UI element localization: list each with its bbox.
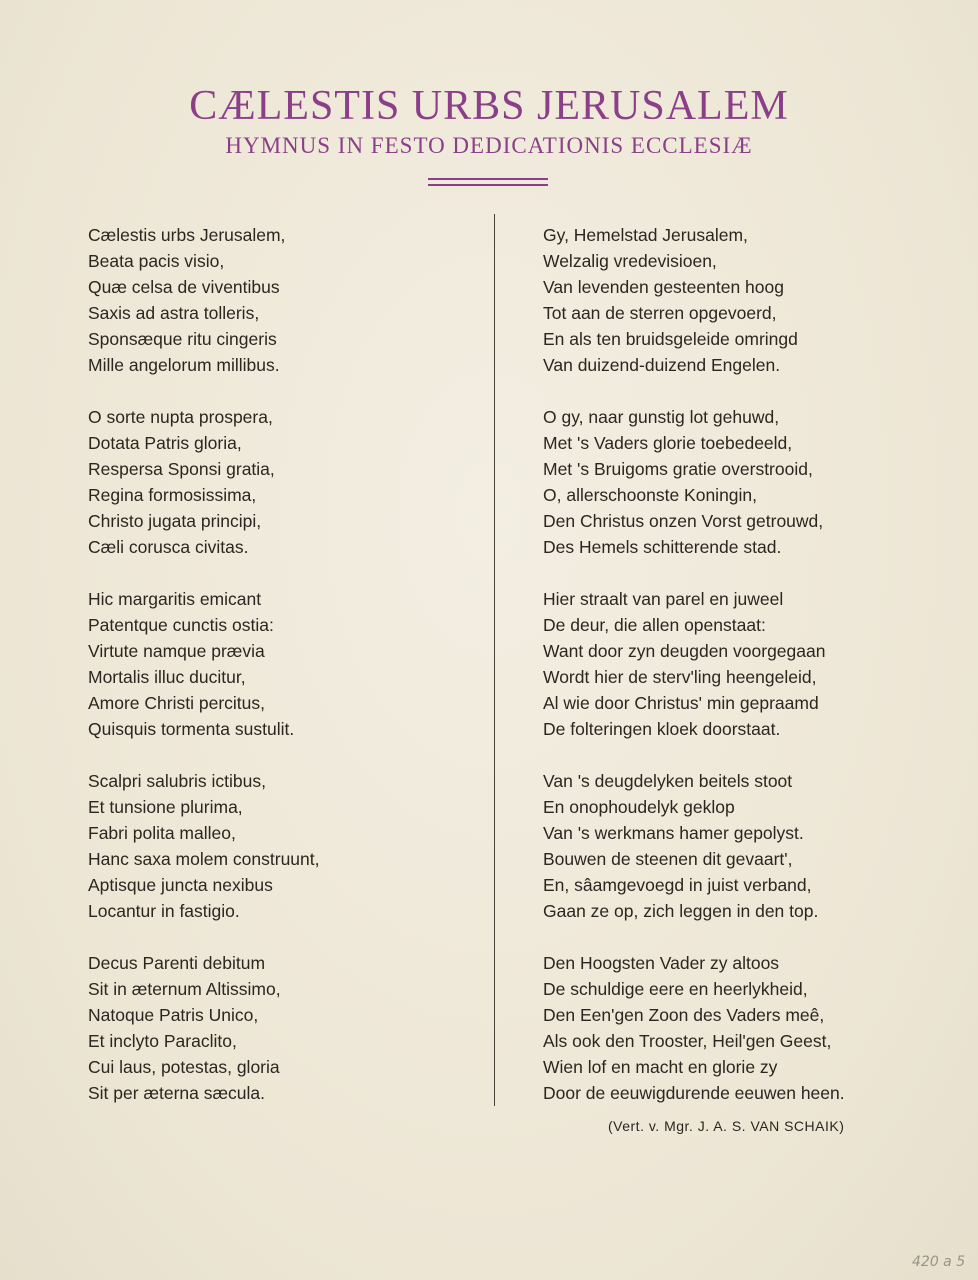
latin-verse-line: Natoque Patris Unico, bbox=[88, 1005, 259, 1025]
latin-column bbox=[88, 222, 478, 1132]
dutch-verse-line: Den Christus onzen Vorst getrouwd, bbox=[543, 511, 824, 531]
latin-stanza bbox=[88, 950, 478, 1106]
latin-verse-line: Respersa Sponsi gratia, bbox=[88, 459, 275, 479]
dutch-verse-line: Wien lof en macht en glorie zy bbox=[543, 1057, 778, 1077]
dutch-verse-line: Welzalig vredevisioen, bbox=[543, 251, 717, 271]
latin-verse-line: Hanc saxa molem construunt, bbox=[88, 849, 320, 869]
dutch-verse-line: Al wie door Christus' min gepraamd bbox=[543, 693, 819, 713]
dutch-verse-line: Als ook den Trooster, Heil'gen Geest, bbox=[543, 1031, 832, 1051]
dutch-verse-line: Want door zyn deugden voorgegaan bbox=[543, 641, 826, 661]
dutch-verse-line: Tot aan de sterren opgevoerd, bbox=[543, 303, 777, 323]
latin-verse-line: Cæli corusca civitas. bbox=[88, 537, 249, 557]
dutch-verse-line: Des Hemels schitterende stad. bbox=[543, 537, 782, 557]
dutch-verse-line: Van levenden gesteenten hoog bbox=[543, 277, 784, 297]
dutch-stanza bbox=[543, 768, 923, 924]
dutch-verse-line: Met 's Vaders glorie toebedeeld, bbox=[543, 433, 793, 453]
latin-verse-line: Et inclyto Paraclito, bbox=[88, 1031, 237, 1051]
latin-verse-line: Fabri polita malleo, bbox=[88, 823, 236, 843]
latin-verse-line: Quisquis tormenta sustulit. bbox=[88, 719, 295, 739]
latin-verse-line: Cælestis urbs Jerusalem, bbox=[88, 225, 286, 245]
dutch-verse-line: En als ten bruidsgeleide omringd bbox=[543, 329, 798, 349]
latin-verse-line: O sorte nupta prospera, bbox=[88, 407, 273, 427]
latin-verse-line: Sit per æterna sæcula. bbox=[88, 1083, 266, 1103]
latin-verse-line: Aptisque juncta nexibus bbox=[88, 875, 273, 895]
translation-credit: (Vert. v. Mgr. J. A. S. VAN SCHAIK) bbox=[608, 1118, 845, 1134]
page-subtitle: HYMNUS IN FESTO DEDICATIONIS ECCLESIÆ bbox=[225, 133, 753, 158]
page-title: CÆLESTIS URBS JERUSALEM bbox=[189, 83, 789, 129]
dutch-verse-line: De deur, die allen openstaat: bbox=[543, 615, 766, 635]
dutch-verse-line: En onophoudelyk geklop bbox=[543, 797, 735, 817]
latin-verse-line: Virtute namque prævia bbox=[88, 641, 265, 661]
latin-stanza bbox=[88, 404, 478, 560]
latin-verse-line: Cui laus, potestas, gloria bbox=[88, 1057, 280, 1077]
latin-verse-line: Mille angelorum millibus. bbox=[88, 355, 280, 375]
dutch-stanza bbox=[543, 404, 923, 560]
dutch-stanza bbox=[543, 950, 923, 1106]
dutch-verse-line: De folteringen kloek doorstaat. bbox=[543, 719, 781, 739]
latin-stanza bbox=[88, 222, 478, 378]
dutch-verse-line: O gy, naar gunstig lot gehuwd, bbox=[543, 407, 780, 427]
dutch-verse-line: O, allerschoonste Koningin, bbox=[543, 485, 758, 505]
latin-verse-line: Decus Parenti debitum bbox=[88, 953, 266, 973]
dutch-verse-line: En, sâamgevoegd in juist verband, bbox=[543, 875, 812, 895]
latin-verse-line: Scalpri salubris ictibus, bbox=[88, 771, 266, 791]
latin-stanza bbox=[88, 768, 478, 924]
dutch-verse-line: Door de eeuwigdurende eeuwen heen. bbox=[543, 1083, 845, 1103]
latin-stanza bbox=[88, 586, 478, 742]
latin-verse-line: Beata pacis visio, bbox=[88, 251, 225, 271]
dutch-verse-line: Van duizend-duizend Engelen. bbox=[543, 355, 781, 375]
column-divider bbox=[494, 214, 495, 1106]
latin-verse-line: Locantur in fastigio. bbox=[88, 901, 240, 921]
dutch-verse-line: Gy, Hemelstad Jerusalem, bbox=[543, 225, 748, 245]
latin-verse-line: Patentque cunctis ostia: bbox=[88, 615, 274, 635]
latin-verse-line: Amore Christi percitus, bbox=[88, 693, 265, 713]
dutch-verse-line: Bouwen de steenen dit gevaart', bbox=[543, 849, 793, 869]
latin-verse-line: Christo jugata principi, bbox=[88, 511, 262, 531]
dutch-verse-line: Van 's deugdelyken beitels stoot bbox=[543, 771, 793, 791]
dutch-verse-line: De schuldige eere en heerlykheid, bbox=[543, 979, 808, 999]
latin-verse-line: Saxis ad astra tolleris, bbox=[88, 303, 260, 323]
latin-verse-line: Dotata Patris gloria, bbox=[88, 433, 242, 453]
dutch-verse-line: Wordt hier de sterv'ling heengeleid, bbox=[543, 667, 817, 687]
latin-verse-line: Sponsæque ritu cingeris bbox=[88, 329, 277, 349]
latin-verse-line: Regina formosissima, bbox=[88, 485, 257, 505]
dutch-stanza bbox=[543, 222, 923, 378]
dutch-verse-line: Van 's werkmans hamer gepolyst. bbox=[543, 823, 804, 843]
latin-verse-line: Quæ celsa de viventibus bbox=[88, 277, 280, 297]
title-rule-bottom bbox=[428, 184, 548, 186]
dutch-verse-line: Gaan ze op, zich leggen in den top. bbox=[543, 901, 819, 921]
dutch-verse-line: Den Hoogsten Vader zy altoos bbox=[543, 953, 780, 973]
dutch-verse-line: Met 's Bruigoms gratie overstrooid, bbox=[543, 459, 813, 479]
dutch-column bbox=[543, 222, 923, 1132]
title-rule-top bbox=[428, 178, 548, 180]
latin-verse-line: Hic margaritis emicant bbox=[88, 589, 262, 609]
dutch-verse-line: Hier straalt van parel en juweel bbox=[543, 589, 784, 609]
latin-verse-line: Mortalis illuc ducitur, bbox=[88, 667, 246, 687]
dutch-stanza bbox=[543, 586, 923, 742]
latin-verse-line: Et tunsione plurima, bbox=[88, 797, 243, 817]
dutch-verse-line: Den Een'gen Zoon des Vaders meê, bbox=[543, 1005, 825, 1025]
pencil-annotation: 420 a 5 bbox=[912, 1254, 966, 1270]
latin-verse-line: Sit in æternum Altissimo, bbox=[88, 979, 281, 999]
